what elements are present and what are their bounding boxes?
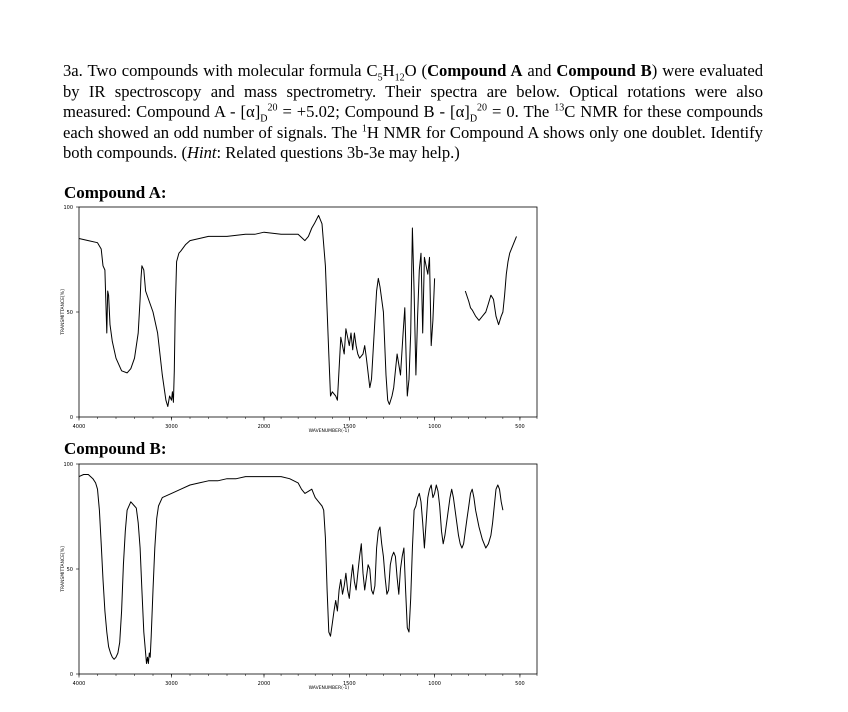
spectrum-b-xtick-label: 4000: [72, 681, 86, 687]
spectrum-b-trace-0: [79, 475, 503, 664]
compound-a-caption: Compound A:: [64, 183, 167, 202]
spectrum-b-xtick-label: 2000: [257, 681, 271, 687]
spectrum-a-xtick-label: 4000: [72, 424, 86, 430]
spectrum-b-xlabel: WAVENUMBER(-1): [308, 686, 350, 691]
spectrum-b-xtick-label: 3000: [165, 681, 178, 687]
spectrum-a-xtick-label: 1000: [428, 424, 441, 430]
ir-spectrum-b: [58, 457, 548, 697]
spectrum-a-xtick-label: 500: [515, 424, 525, 430]
spectrum-b-xtick-label: 1000: [428, 681, 441, 687]
compound-b-caption: Compound B:: [64, 439, 167, 458]
spectrum-b-xtick-label: 500: [515, 681, 525, 687]
spectrum-a-ytick-label: 50: [66, 309, 73, 316]
spectrum-b-xtick-label: 1500: [342, 681, 356, 687]
spectrum-a-frame: [79, 207, 537, 417]
spectrum-a-trace-1: [465, 236, 516, 324]
ir-spectrum-a: [58, 200, 548, 440]
spectrum-a-xlabel: WAVENUMBER(-1): [308, 429, 350, 434]
spectrum-b-frame: [79, 464, 537, 674]
spectrum-b-ytick-label: 50: [66, 566, 73, 573]
spectrum-a-ytick-label: 100: [63, 204, 73, 211]
spectrum-a-xtick-label: 1500: [342, 424, 356, 430]
spectrum-a-xtick-label: 3000: [165, 424, 178, 430]
spectrum-b-ylabel: TRANSMITTANCE[%]: [61, 546, 66, 592]
spectrum-a-ytick-label: 0: [69, 414, 73, 421]
spectrum-b-ytick-label: 0: [69, 671, 73, 678]
spectrum-a-xtick-label: 2000: [257, 424, 271, 430]
question-text: 3a. Two compounds with molecular formula $C_5H_{12}O$ (Compound A and Compound B) were evaluated by IR spectroscopy and mass spectrometry. Their spectra are below. Optical rotations were also measured: Compound $A - [\alpha]_D^{20} = +5.02$; Compound $B - [\alpha]_D^{20} = 0$. The $^{13}$C NMR for these compounds each showed an odd number of signals. The $^1$H NMR for Compound A shows only one doublet. Identify both compounds. (Hint: Related questions 3b-3e may help.): [63, 61, 764, 162]
spectrum-a-trace-0: [79, 215, 435, 406]
spectrum-a-ylabel: TRANSMITTANCE[%]: [61, 289, 66, 335]
spectrum-b-ytick-label: 100: [63, 461, 73, 468]
